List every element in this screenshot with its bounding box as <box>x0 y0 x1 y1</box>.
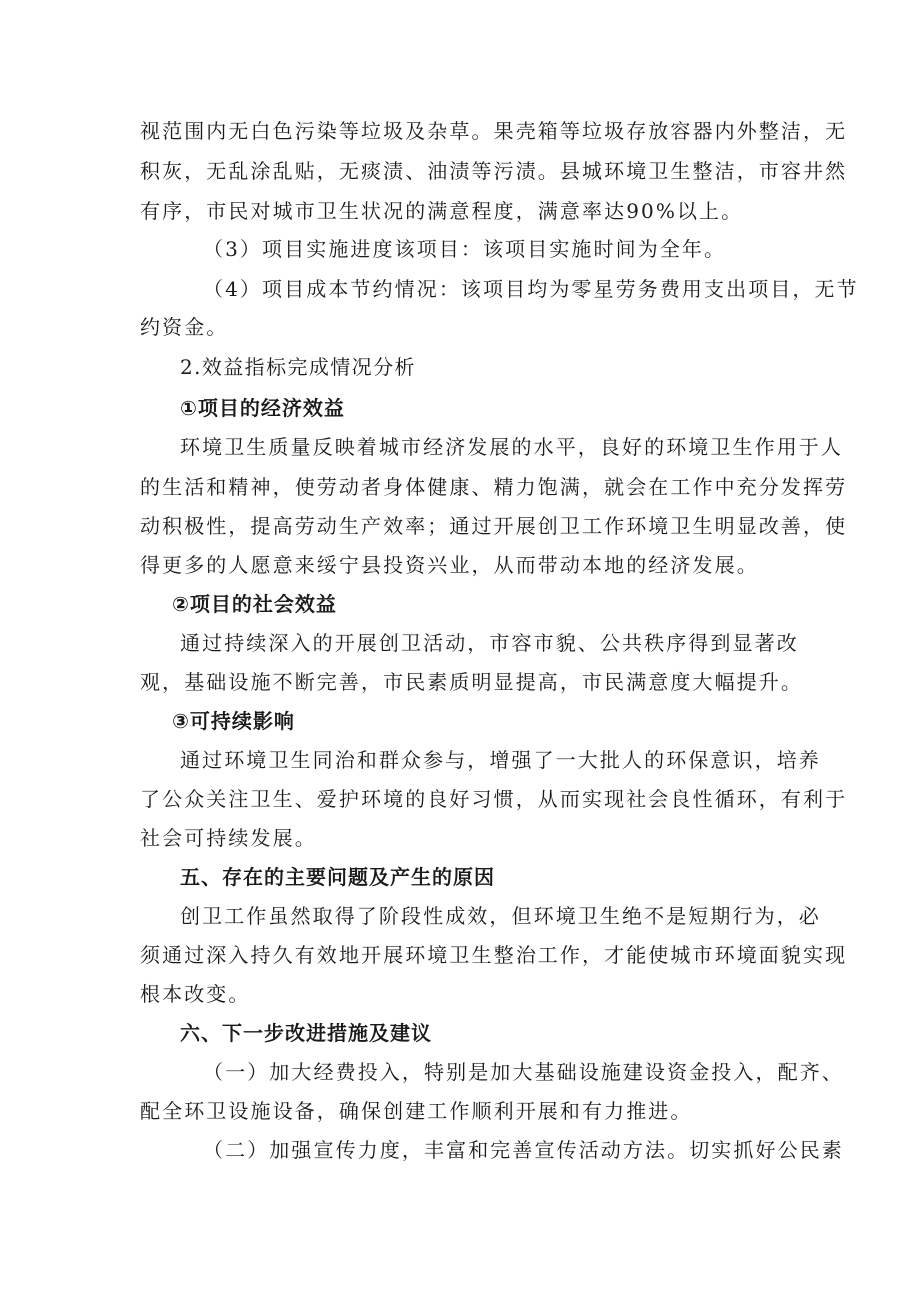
section-heading: ②项目的社会效益 <box>172 592 337 616</box>
paragraph-line: 观，基础设施不断完善，市民素质明显提高，市民满意度大幅提升。 <box>140 670 803 694</box>
paragraph-line: 的生活和精神，使劳动者身体健康、精力饱满，就会在工作中充分发挥劳 <box>140 475 848 499</box>
paragraph-line: 积灰，无乱涂乱贴，无痰渍、油渍等污渍。县城环境卫生整洁，市容井然 <box>140 159 848 183</box>
section-heading: ③可持续影响 <box>172 709 295 733</box>
paragraph-line: （4）项目成本节约情况：该项目均为零星劳务费用支出项目，无节 <box>203 277 859 301</box>
paragraph-line: 通过持续深入的开展创卫活动，市容市貌、公共秩序得到显著改 <box>180 631 799 655</box>
paragraph-line: 环境卫生质量反映着城市经济发展的水平，良好的环境卫生作用于人 <box>180 435 843 459</box>
paragraph-line: 通过环境卫生同治和群众参与，增强了一大批人的环保意识，培养 <box>180 748 821 772</box>
paragraph-line: （3）项目实施进度该项目：该项目实施时间为全年。 <box>203 237 727 261</box>
paragraph-line: 动积极性，提高劳动生产效率；通过开展创卫工作环境卫生明显改善，使 <box>140 514 848 538</box>
chapter-heading: 五、存在的主要问题及产生的原因 <box>180 865 495 889</box>
section-subheading: 2.效益指标完成情况分析 <box>180 355 416 379</box>
paragraph-line: 视范围内无白色污染等垃圾及杂草。果壳箱等垃圾存放容器内外整洁，无 <box>140 119 848 143</box>
chapter-heading: 六、下一步改进措施及建议 <box>180 1021 432 1045</box>
paragraph-line: 约资金。 <box>140 315 229 339</box>
paragraph-line: 创卫工作虽然取得了阶段性成效，但环境卫生绝不是短期行为，必 <box>180 904 821 928</box>
paragraph-line: 须通过深入持久有效地开展环境卫生整治工作，才能使城市环境面貌实现 <box>140 943 848 967</box>
paragraph-line: 有序，市民对城市卫生状况的满意程度，满意率达90%以上。 <box>140 199 744 223</box>
paragraph-line: 社会可持续发展。 <box>140 826 317 850</box>
paragraph-line: 得更多的人愿意来绥宁县投资兴业，从而带动本地的经济发展。 <box>140 553 759 577</box>
paragraph-line: （一）加大经费投入，特别是加大基础设施建设资金投入，配齐、 <box>203 1060 844 1084</box>
paragraph-line: 配全环卫设施设备，确保创建工作顺利开展和有力推进。 <box>140 1099 693 1123</box>
paragraph-line: 根本改变。 <box>140 982 251 1006</box>
paragraph-line: （二）加强宣传力度，丰富和完善宣传活动方法。切实抓好公民素 <box>203 1138 844 1162</box>
section-heading: ①项目的经济效益 <box>180 396 345 420</box>
paragraph-line: 了公众关注卫生、爱护环境的良好习惯，从而实现社会良性循环，有利于 <box>140 787 848 811</box>
